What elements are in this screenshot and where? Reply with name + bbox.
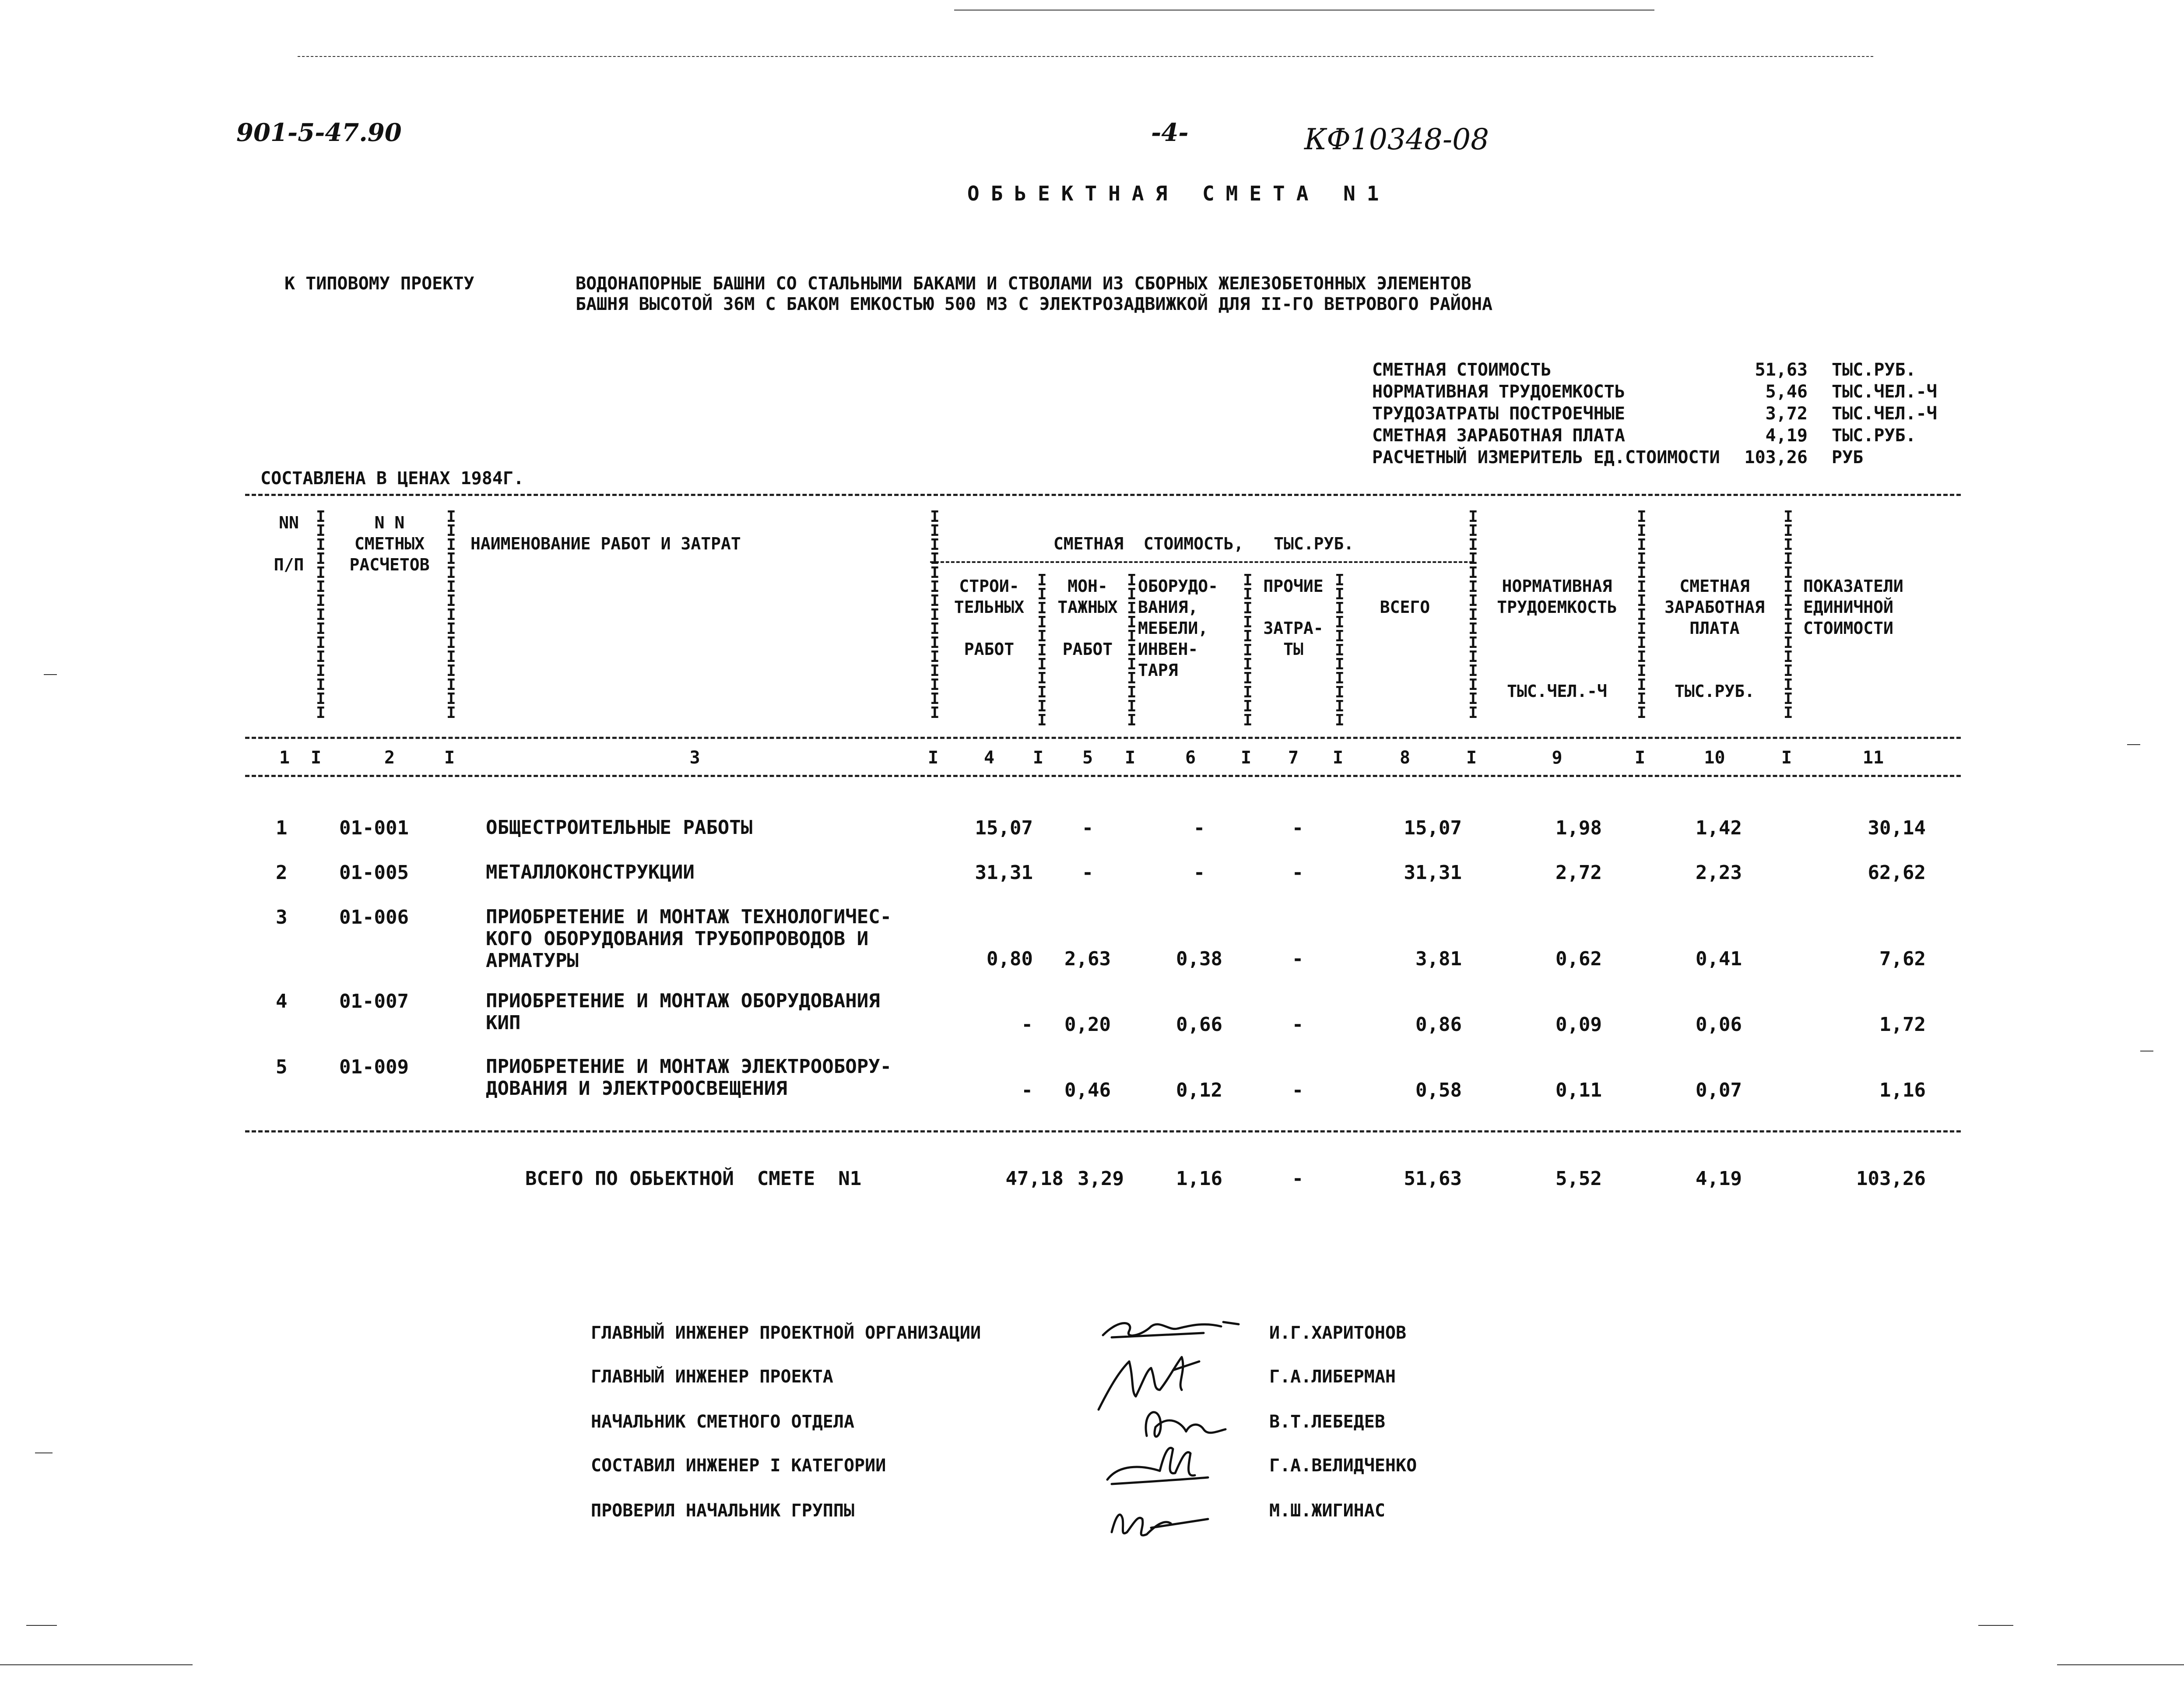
cell-construction: - <box>1021 1013 1033 1036</box>
column-separator: I I I I I I I I I I I I I I I <box>1468 508 1478 722</box>
cell-labor: 2,72 <box>1555 862 1602 884</box>
cost-group-rule <box>930 561 1473 563</box>
column-separator: I I I I I I I I I I I I I I I <box>446 508 456 722</box>
cell-other: - <box>1292 862 1304 884</box>
column-separator: I <box>1125 748 1136 768</box>
summary-unit: РУБ <box>1832 447 1864 468</box>
scan-margin-mark <box>2127 744 2140 745</box>
cell-installation: 0,46 <box>1064 1079 1111 1101</box>
cell-total: 15,07 <box>1404 817 1462 839</box>
header-equipment: ОБОРУДО- ВАНИЯ, МЕБЕЛИ, ИНВЕН- ТАРЯ <box>1138 577 1218 680</box>
summary-label: ТРУДОЗАТРАТЫ ПОСТРОЕЧНЫЕ <box>1372 404 1625 424</box>
prices-note: СОСТАВЛЕНА В ЦЕНАХ 1984Г. <box>260 468 524 489</box>
cell-installation: 2,63 <box>1064 948 1111 970</box>
column-separator: I <box>311 748 322 768</box>
row-number: 1 <box>276 817 288 839</box>
page-title: ОБЬЕКТНАЯ СМЕТА N1 <box>967 182 1390 205</box>
summary-value: 3,72 <box>1765 404 1808 424</box>
signature-role: ГЛАВНЫЙ ИНЖЕНЕР ПРОЕКТНОЙ ОРГАНИЗАЦИИ <box>591 1323 981 1343</box>
handwritten-signatures <box>1094 1305 1278 1550</box>
summary-value: 4,19 <box>1765 426 1808 446</box>
cell-other: - <box>1292 1079 1304 1101</box>
cell-labor: 0,11 <box>1555 1079 1602 1101</box>
signature-name: И.Г.ХАРИТОНОВ <box>1269 1323 1407 1343</box>
summary-unit: ТЫС.РУБ. <box>1832 360 1916 380</box>
row-code: 01-007 <box>339 990 409 1013</box>
cell-equipment: 0,66 <box>1176 1013 1222 1036</box>
header-indicators: ПОКАЗАТЕЛИ ЕДИНИЧНОЙ СТОИМОСТИ <box>1803 577 1903 638</box>
total-labor: 5,52 <box>1555 1168 1602 1190</box>
signature-scribble-2 <box>1099 1357 1199 1410</box>
header-calc-number: N N СМЕТНЫХ РАСЧЕТОВ <box>349 513 430 574</box>
header-labor-unit: ТЫС.ЧЕЛ.-Ч <box>1507 682 1607 701</box>
column-separator: I <box>1635 748 1646 768</box>
header-work-name: НАИМЕНОВАНИЕ РАБОТ И ЗАТРАТ <box>471 534 741 553</box>
column-number: 4 <box>983 748 995 768</box>
column-separator: I <box>1466 748 1477 768</box>
column-separator: I <box>1241 748 1252 768</box>
cell-indicator: 1,16 <box>1879 1079 1926 1101</box>
summary-label: РАСЧЕТНЫЙ ИЗМЕРИТЕЛЬ ЕД.СТОИМОСТИ <box>1372 447 1720 468</box>
column-number: 6 <box>1185 748 1196 768</box>
column-separator: I <box>1333 748 1344 768</box>
total-total: 51,63 <box>1404 1168 1462 1190</box>
total-equipment: 1,16 <box>1176 1168 1222 1190</box>
project-line-2: БАШНЯ ВЫСОТОЙ 36М С БАКОМ ЕМКОСТЬЮ 500 М3 С ЭЛЕКТРОЗАДВИЖКОЙ ДЛЯ II-ГО ВЕТРОВОГО РАЙОНА <box>576 294 1493 314</box>
document-code: КФ10348-08 <box>1304 123 1489 156</box>
row-code: 01-006 <box>339 906 409 928</box>
cell-total: 0,58 <box>1415 1079 1462 1101</box>
cell-installation: - <box>1081 817 1094 839</box>
column-separator: I <box>444 748 455 768</box>
signature-name: В.Т.ЛЕБЕДЕВ <box>1269 1412 1385 1432</box>
row-number: 3 <box>276 906 288 928</box>
cell-other: - <box>1292 817 1304 839</box>
header-other: ПРОЧИЕ ЗАТРА- ТЫ <box>1263 577 1324 659</box>
scan-margin-mark <box>1978 1625 2013 1626</box>
column-number: 9 <box>1552 748 1563 768</box>
page-number: -4- <box>1151 118 1189 147</box>
cell-construction: 0,80 <box>987 948 1033 970</box>
signature-scribble-5 <box>1112 1515 1208 1535</box>
signature-name: Г.А.ВЕЛИДЧЕНКО <box>1269 1456 1417 1476</box>
row-name: МЕТАЛЛОКОНСТРУКЦИИ <box>486 861 695 883</box>
cell-indicator: 30,14 <box>1868 817 1926 839</box>
cell-indicator: 1,72 <box>1879 1013 1926 1036</box>
cell-equipment: - <box>1193 817 1205 839</box>
project-line-1: ВОДОНАПОРНЫЕ БАШНИ СО СТАЛЬНЫМИ БАКАМИ И СТВОЛАМИ ИЗ СБОРНЫХ ЖЕЛЕЗОБЕТОННЫХ ЭЛЕМЕНТОВ <box>576 274 1471 294</box>
header-wage-unit: ТЫС.РУБ. <box>1674 682 1755 701</box>
column-separator: I I I I I I I I I I I I I I I <box>1637 508 1647 722</box>
summary-label: НОРМАТИВНАЯ ТРУДОЕМКОСТЬ <box>1372 382 1625 402</box>
cell-wage: 1,42 <box>1696 817 1742 839</box>
header-bottom-rule <box>245 737 1961 739</box>
cell-installation: 0,20 <box>1064 1013 1111 1036</box>
header-installation: МОН- ТАЖНЫХ РАБОТ <box>1057 577 1118 659</box>
summary-value: 103,26 <box>1744 447 1808 468</box>
signature-scribble-4 <box>1107 1448 1208 1484</box>
column-number: 11 <box>1862 748 1884 768</box>
top-left-code: 901-5-47.90 <box>236 118 402 147</box>
column-number: 5 <box>1082 748 1093 768</box>
scan-edge-line <box>298 56 1873 57</box>
column-number: 8 <box>1399 748 1411 768</box>
total-indicator: 103,26 <box>1856 1168 1926 1190</box>
cell-equipment: 0,38 <box>1176 948 1222 970</box>
header-wage: СМЕТНАЯ ЗАРАБОТНАЯ ПЛАТА <box>1664 577 1765 638</box>
cell-construction: - <box>1021 1079 1033 1101</box>
signature-name: Г.А.ЛИБЕРМАН <box>1269 1367 1396 1387</box>
row-code: 01-001 <box>339 817 409 839</box>
column-separator: I I I I I I I I I I I <box>1335 571 1345 729</box>
column-number: 3 <box>689 748 700 768</box>
scan-edge-line <box>0 1664 193 1665</box>
cell-total: 0,86 <box>1415 1013 1462 1036</box>
total-construction: 47,18 <box>1005 1168 1064 1190</box>
totals-label: ВСЕГО ПО ОБЬЕКТНОЙ СМЕТЕ N1 <box>525 1168 862 1190</box>
body-bottom-rule <box>245 1130 1961 1132</box>
column-number: 2 <box>384 748 395 768</box>
row-number: 4 <box>276 990 288 1013</box>
cell-labor: 0,09 <box>1555 1013 1602 1036</box>
cell-indicator: 62,62 <box>1868 862 1926 884</box>
summary-label: СМЕТНАЯ ЗАРАБОТНАЯ ПЛАТА <box>1372 426 1625 446</box>
scan-margin-mark <box>44 674 57 675</box>
cell-labor: 0,62 <box>1555 948 1602 970</box>
table-top-rule <box>245 494 1961 496</box>
column-separator: I I I I I I I I I I I I I I I <box>930 508 940 722</box>
scan-edge-line <box>2057 1664 2184 1665</box>
signature-scribble-1 <box>1103 1322 1239 1337</box>
column-number: 7 <box>1288 748 1299 768</box>
summary-unit: ТЫС.ЧЕЛ.-Ч <box>1832 404 1937 424</box>
row-name: ОБЩЕСТРОИТЕЛЬНЫЕ РАБОТЫ <box>486 816 753 839</box>
column-separator: I <box>928 748 939 768</box>
row-name: ПРИОБРЕТЕНИЕ И МОНТАЖ ТЕХНОЛОГИЧЕС- КОГО ОБОРУДОВАНИЯ ТРУБОПРОВОДОВ И АРМАТУРЫ <box>486 906 892 972</box>
cell-total: 3,81 <box>1415 948 1462 970</box>
column-separator: I <box>1033 748 1044 768</box>
cell-installation: - <box>1081 862 1094 884</box>
cell-wage: 0,06 <box>1696 1013 1742 1036</box>
signature-scribble-3 <box>1146 1412 1225 1437</box>
signature-role: ПРОВЕРИЛ НАЧАЛЬНИК ГРУППЫ <box>591 1501 855 1521</box>
signature-role: ГЛАВНЫЙ ИНЖЕНЕР ПРОЕКТА <box>591 1367 833 1387</box>
project-label: К ТИПОВОМУ ПРОЕКТУ <box>284 274 474 294</box>
cell-wage: 0,07 <box>1696 1079 1742 1101</box>
row-code: 01-009 <box>339 1056 409 1078</box>
summary-label: СМЕТНАЯ СТОИМОСТЬ <box>1372 360 1552 380</box>
total-installation: 3,29 <box>1078 1168 1124 1190</box>
cell-labor: 1,98 <box>1555 817 1602 839</box>
summary-unit: ТЫС.ЧЕЛ.-Ч <box>1832 382 1937 402</box>
scan-margin-mark <box>2140 1051 2153 1052</box>
cell-wage: 0,41 <box>1696 948 1742 970</box>
header-construction: СТРОИ- ТЕЛЬНЫХ РАБОТ <box>954 577 1025 659</box>
column-separator: I I I I I I I I I I I <box>1243 571 1253 729</box>
total-wage: 4,19 <box>1696 1168 1742 1190</box>
summary-value: 5,46 <box>1765 382 1808 402</box>
header-nn: NN П/П <box>274 513 304 574</box>
cell-other: - <box>1292 1013 1304 1036</box>
cell-other: - <box>1292 948 1304 970</box>
header-cost-group: СМЕТНАЯ СТОИМОСТЬ, ТЫС.РУБ. <box>1053 534 1354 553</box>
total-other: - <box>1292 1168 1304 1190</box>
column-separator: I <box>1781 748 1792 768</box>
scan-margin-mark <box>26 1625 57 1626</box>
cell-construction: 15,07 <box>975 817 1033 839</box>
header-labor: НОРМАТИВНАЯ ТРУДОЕМКОСТЬ <box>1497 577 1617 617</box>
scan-edge-line <box>954 10 1654 11</box>
column-number: 1 <box>279 748 290 768</box>
scan-margin-mark <box>35 1452 53 1453</box>
row-code: 01-005 <box>339 862 409 884</box>
row-number: 2 <box>276 862 288 884</box>
column-separator: I I I I I I I I I I I I I I I <box>1784 508 1793 722</box>
column-number: 10 <box>1704 748 1725 768</box>
cell-construction: 31,31 <box>975 862 1033 884</box>
signature-name: М.Ш.ЖИГИНАС <box>1269 1501 1385 1521</box>
row-name: ПРИОБРЕТЕНИЕ И МОНТАЖ ЭЛЕКТРООБОРУ- ДОВАНИЯ И ЭЛЕКТРООСВЕЩЕНИЯ <box>486 1055 892 1100</box>
summary-unit: ТЫС.РУБ. <box>1832 426 1916 446</box>
row-number: 5 <box>276 1056 288 1078</box>
summary-value: 51,63 <box>1755 360 1808 380</box>
cell-equipment: 0,12 <box>1176 1079 1222 1101</box>
header-total: ВСЕГО <box>1380 598 1430 617</box>
signature-role: НАЧАЛЬНИК СМЕТНОГО ОТДЕЛА <box>591 1412 855 1432</box>
column-separator: I I I I I I I I I I I <box>1127 571 1137 729</box>
cell-indicator: 7,62 <box>1879 948 1926 970</box>
cell-equipment: - <box>1193 862 1205 884</box>
cell-wage: 2,23 <box>1696 862 1742 884</box>
cell-total: 31,31 <box>1404 862 1462 884</box>
column-separator: I I I I I I I I I I I <box>1037 571 1047 729</box>
row-name: ПРИОБРЕТЕНИЕ И МОНТАЖ ОБОРУДОВАНИЯ КИП <box>486 990 880 1034</box>
signature-role: СОСТАВИЛ ИНЖЕНЕР I КАТЕГОРИИ <box>591 1456 886 1476</box>
column-numbers-rule <box>245 775 1961 777</box>
column-separator: I I I I I I I I I I I I I I I <box>316 508 326 722</box>
